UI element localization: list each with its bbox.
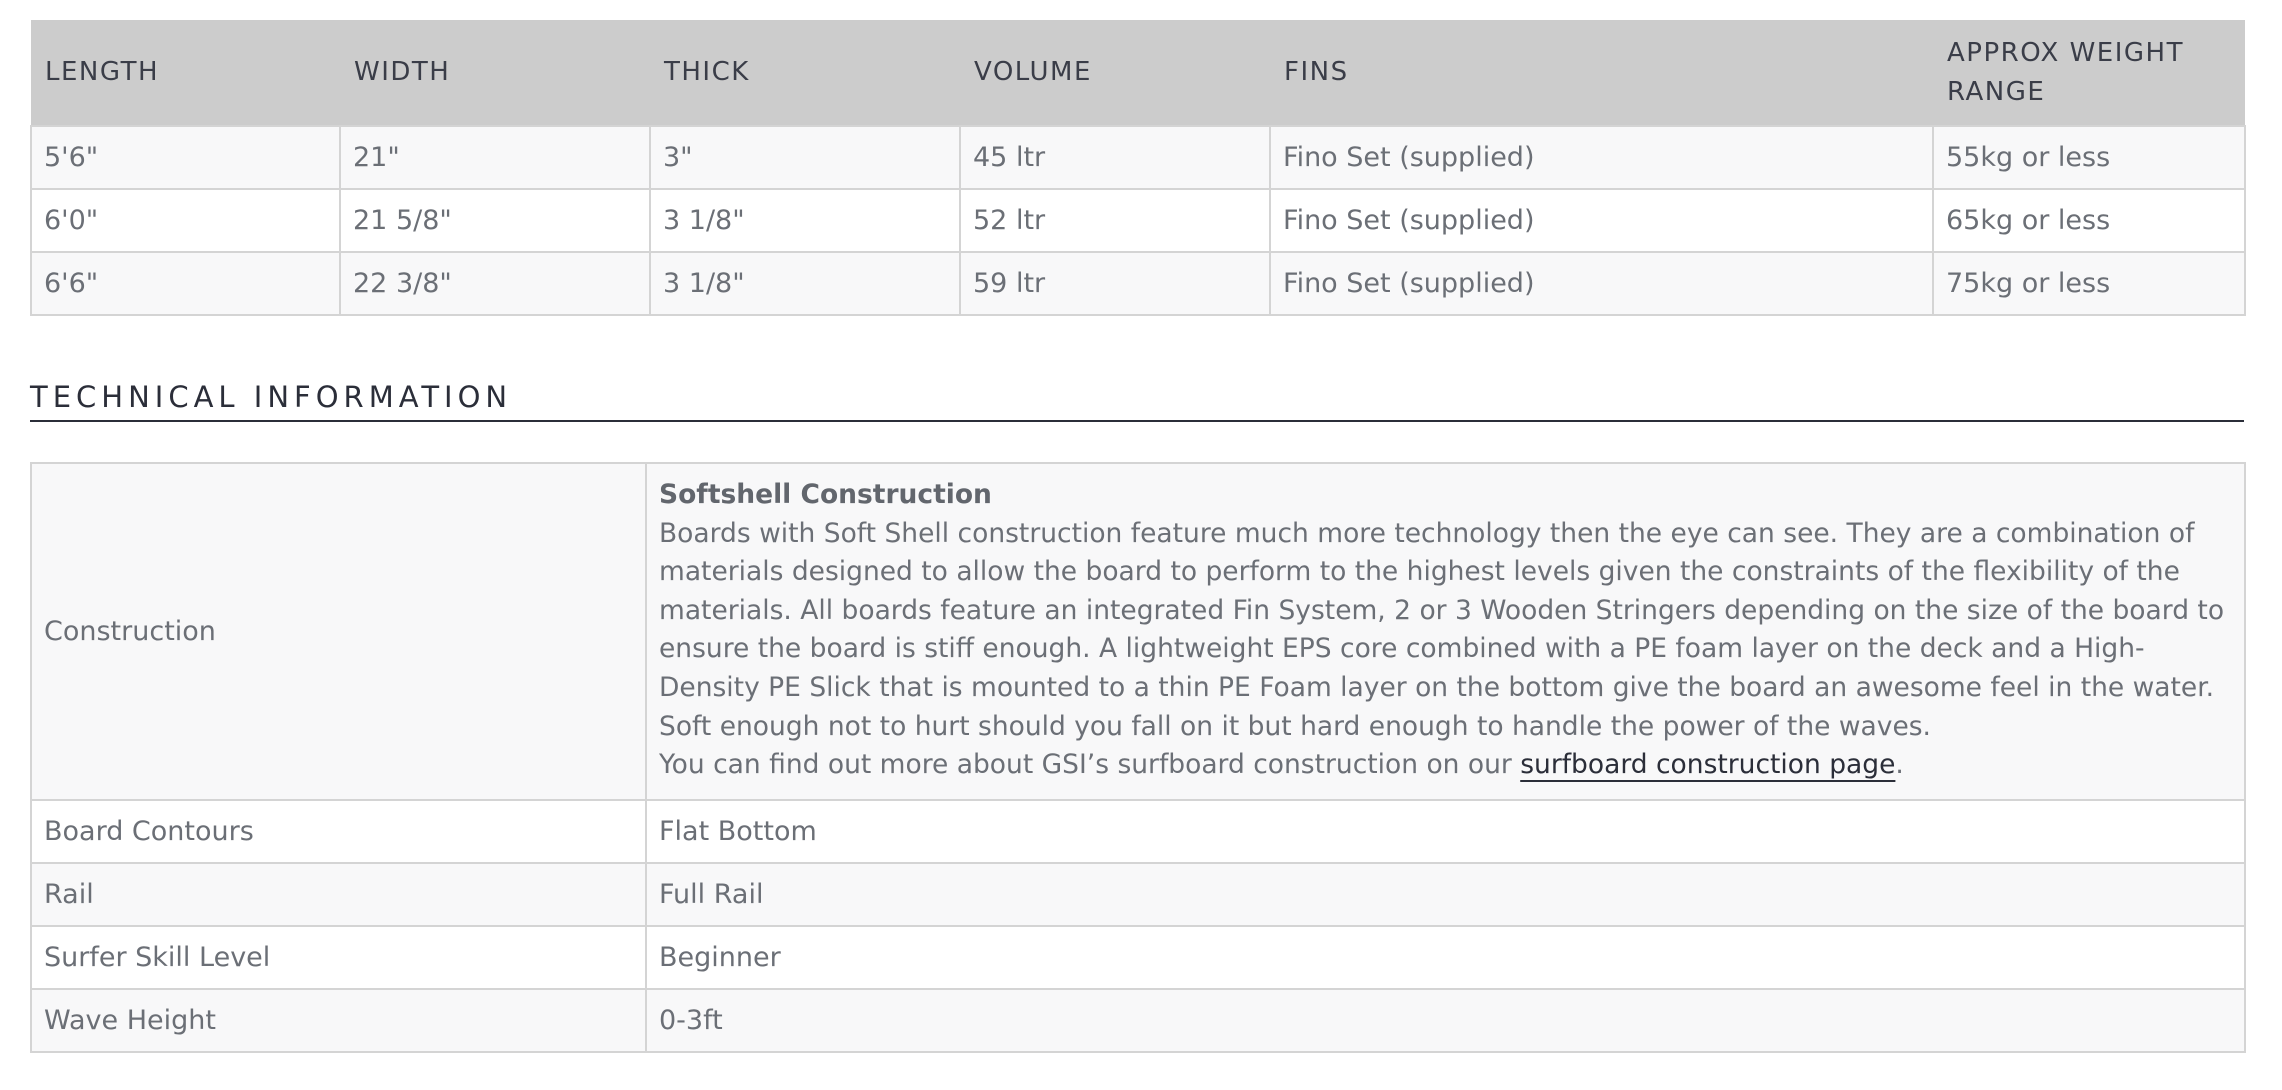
technical-table	[30, 462, 2246, 1053]
header-weight-range: APPROX WEIGHT RANGE	[1933, 20, 2245, 126]
technical-information-heading	[30, 376, 2244, 422]
row-value-board-contours: Flat Bottom	[646, 800, 2245, 863]
table-row	[31, 189, 2245, 252]
cell-volume: 45 ltr	[960, 126, 1270, 189]
construction-body: Boards with Soft Shell construction feature much more technology then the eye can see. They are a combination of materials designed to allow the board to perform to the highest levels given the constraints of the flexibility of the materials. All boards feature an integrated Fin System, 2 or 3 Wooden Stringers depending on the size of the board to ensure the board is stiff enough. A lightweight EPS core combined with a PE foam layer on the deck and a High-Density PE Slick that is mounted to a thin PE Foam layer on the bottom give the board an awesome feel in the water. Soft enough not to hurt should you fall on it but hard enough to handle the power of the waves.	[659, 517, 2225, 742]
surfboard-construction-link[interactable]: surfboard construction page	[1520, 749, 1896, 781]
header-length: LENGTH	[31, 20, 340, 126]
table-row	[31, 800, 2245, 863]
section-title: TECHNICAL INFORMATION	[30, 380, 513, 414]
header-volume: VOLUME	[960, 20, 1270, 126]
table-row	[31, 989, 2245, 1052]
cell-thick: 3 1/8"	[650, 252, 960, 315]
table-row	[31, 863, 2245, 926]
construction-link-suffix: .	[1895, 749, 1904, 781]
specs-header-row	[31, 20, 2245, 126]
row-label-rail: Rail	[31, 863, 646, 926]
specs-table	[30, 20, 2246, 316]
cell-weight: 55kg or less	[1933, 126, 2245, 189]
cell-length: 6'6"	[31, 252, 340, 315]
construction-description	[646, 463, 2245, 800]
construction-link-prefix: You can find out more about GSI’s surfboard construction on our	[659, 749, 1521, 781]
cell-width: 22 3/8"	[340, 252, 650, 315]
cell-length: 5'6"	[31, 126, 340, 189]
cell-weight: 75kg or less	[1933, 252, 2245, 315]
table-row	[31, 926, 2245, 989]
cell-length: 6'0"	[31, 189, 340, 252]
cell-fins: Fino Set (supplied)	[1270, 252, 1933, 315]
row-value-rail: Full Rail	[646, 863, 2245, 926]
row-label-construction: Construction	[31, 463, 646, 800]
construction-row	[31, 463, 2245, 800]
construction-heading: Softshell Construction	[659, 479, 992, 510]
header-fins: FINS	[1270, 20, 1933, 126]
header-thick: THICK	[650, 20, 960, 126]
row-label-skill-level: Surfer Skill Level	[31, 926, 646, 989]
cell-volume: 52 ltr	[960, 189, 1270, 252]
row-label-board-contours: Board Contours	[31, 800, 646, 863]
cell-thick: 3"	[650, 126, 960, 189]
cell-thick: 3 1/8"	[650, 189, 960, 252]
header-width: WIDTH	[340, 20, 650, 126]
cell-fins: Fino Set (supplied)	[1270, 126, 1933, 189]
page-content	[30, 20, 2244, 1053]
cell-fins: Fino Set (supplied)	[1270, 189, 1933, 252]
table-row	[31, 252, 2245, 315]
row-value-wave-height: 0-3ft	[646, 989, 2245, 1052]
row-value-skill-level: Beginner	[646, 926, 2245, 989]
row-label-wave-height: Wave Height	[31, 989, 646, 1052]
cell-weight: 65kg or less	[1933, 189, 2245, 252]
table-row	[31, 126, 2245, 189]
cell-width: 21"	[340, 126, 650, 189]
cell-width: 21 5/8"	[340, 189, 650, 252]
cell-volume: 59 ltr	[960, 252, 1270, 315]
